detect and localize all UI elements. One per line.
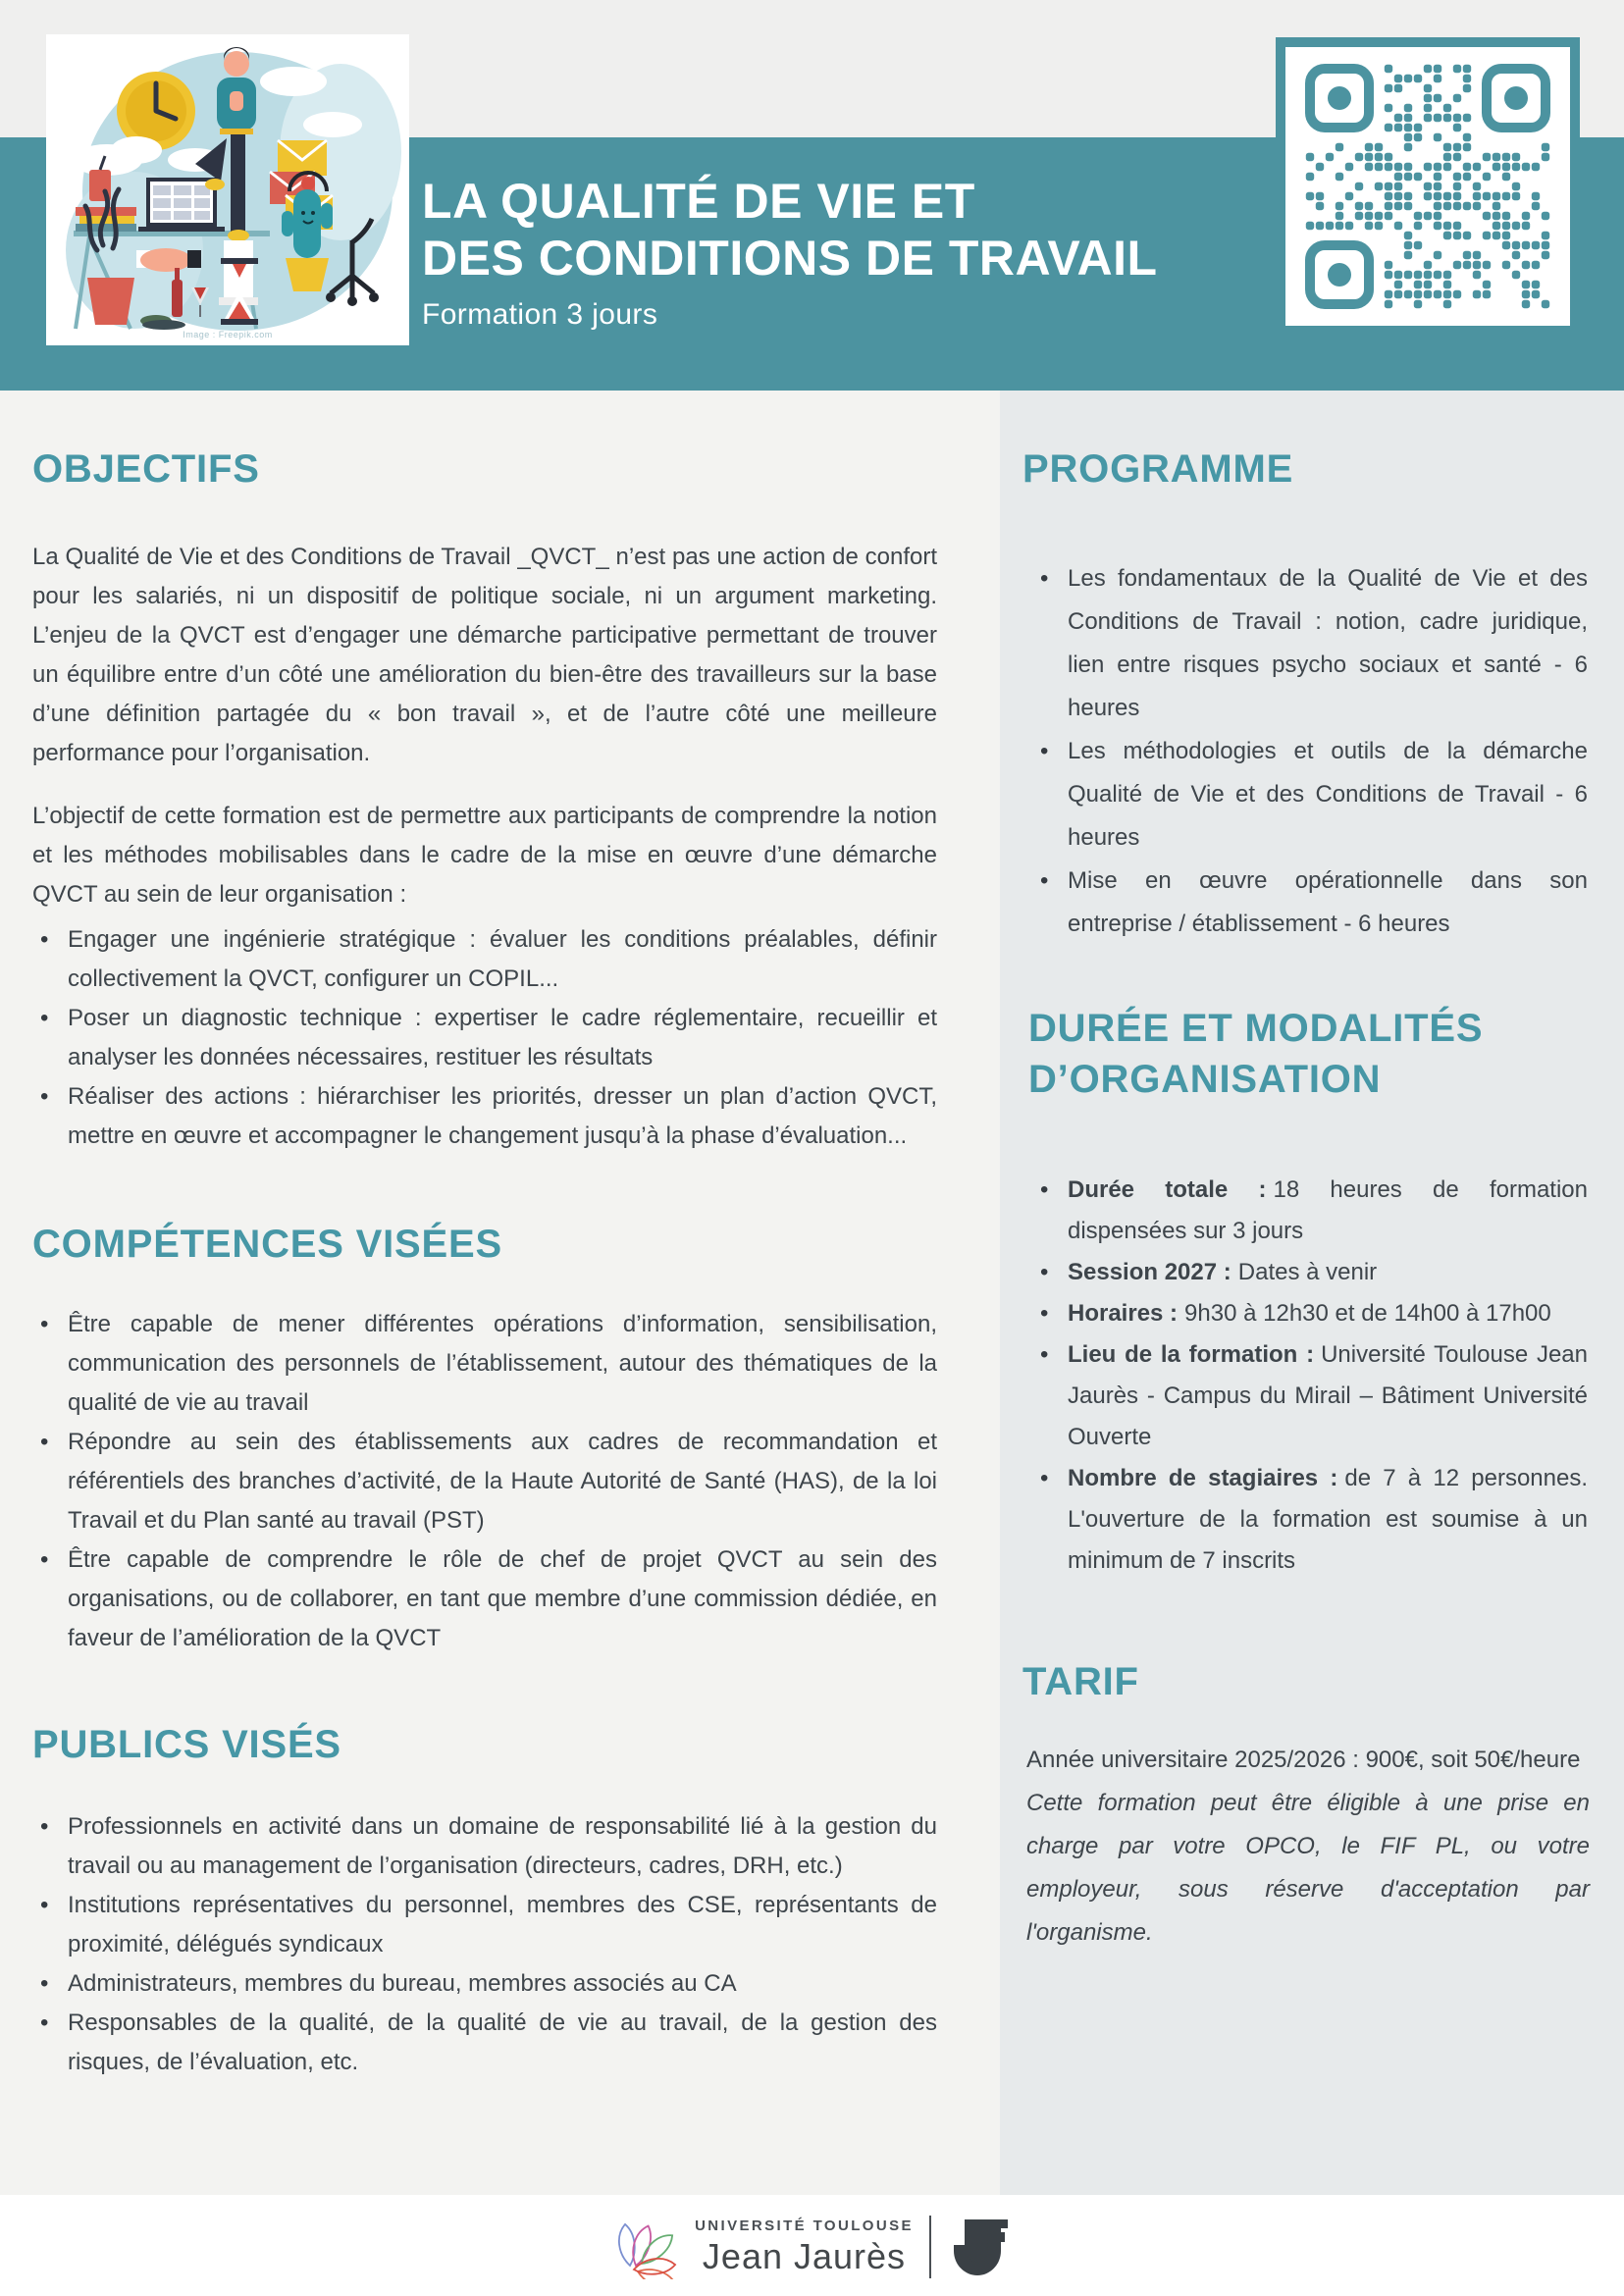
heading-objectifs: OBJECTIFS [32, 447, 260, 491]
item-text: 9h30 à 12h30 et de 14h00 à 17h00 [1184, 1300, 1551, 1327]
list-item: • Répondre au sein des établissements aux cadres de recommandation et référentiels des branches d’activité, de la Haute Autorité de Santé (HAS), de la loi Travail et du Plan santé au travail (PST) [32, 1423, 937, 1540]
banner-title-block [422, 173, 1158, 332]
heading-duree [1028, 1003, 1483, 1105]
page-title-line2: DES CONDITIONS DE TRAVAIL [422, 231, 1158, 286]
publics-bullet-list [32, 1807, 937, 2082]
item-text: Université Toulouse Jean Jaurès - Campus du Mirail – Bâtiment Université Ouverte [1068, 1341, 1589, 1450]
objectifs-paragraph-2: L’objectif de cette formation est de permettre aux participants de comprendre la notion et les méthodes mobilisables dans le cadre de la mise en œuvre d’une démarche QVCT au sein de leur organisation : [32, 803, 937, 908]
list-item [1032, 1170, 1588, 1252]
list-item [1032, 1458, 1588, 1582]
list-item [1032, 1293, 1588, 1334]
objectifs-bullet-list [32, 920, 937, 1156]
item-label: Session 2027 : [1068, 1259, 1231, 1285]
wellbeing-work-illustration [46, 34, 409, 339]
item-label: Durée totale : [1068, 1176, 1267, 1203]
programme-bullet-list [1032, 557, 1588, 946]
heading-publics: PUBLICS VISÉS [32, 1723, 341, 1766]
tarif-paragraph [1026, 1739, 1590, 1955]
list-item: • Institutions représentatives du personnel, membres des CSE, représentants de proximité, délégués syndicaux [32, 1886, 937, 1964]
university-name-line1: UNIVERSITÉ TOULOUSE [695, 2217, 914, 2234]
item-text: 18 heures de formation dispensées sur 3 jours [1068, 1176, 1588, 1244]
item-label: Horaires : [1068, 1300, 1179, 1327]
list-item: • Les fondamentaux de la Qualité de Vie et des Conditions de Travail : notion, cadre juridique, lien entre risques psycho sociaux et santé - 6 heures [1032, 557, 1588, 730]
list-item: • Réaliser des actions : hiérarchiser les priorités, dresser un plan d’action QVCT, mettre en œuvre et accompagner le changement jusqu’à la phase d’évaluation... [32, 1077, 937, 1156]
page-title-line1: LA QUALITÉ DE VIE ET [422, 174, 975, 229]
university-logo [0, 2206, 1624, 2288]
duree-bullet-list [1032, 1170, 1588, 1582]
hero-illustration-card [46, 34, 409, 345]
heading-tarif: TARIF [1022, 1660, 1139, 1703]
item-text: de 7 à 12 personnes. L'ouverture de la formation est soumise à un minimum de 7 inscrits [1068, 1465, 1588, 1574]
list-item: • Mise en œuvre opérationnelle dans son entreprise / établissement - 6 heures [1032, 860, 1588, 946]
item-text: Dates à venir [1237, 1259, 1378, 1285]
heading-programme: PROGRAMME [1022, 447, 1294, 491]
list-item: • Engager une ingénierie stratégique : évaluer les conditions préalables, définir collectivement la QVCT, configurer un COPIL... [32, 920, 937, 999]
list-item: • Être capable de mener différentes opérations d’information, sensibilisation, communication des personnels de l’établissement, autour des thématiques de la qualité de vie au travail [32, 1305, 937, 1423]
image-credit: Image : Freepik.com [183, 330, 273, 339]
item-label: Lieu de la formation : [1068, 1341, 1315, 1368]
qr-code-pattern [1305, 64, 1550, 309]
tarif-note: Cette formation peut être éligible à une prise en charge par votre OPCO, le FIF PL, ou votre employeur, sous réserve d'acceptation par l'organisme. [1026, 1790, 1590, 1946]
heading-duree-line1: DURÉE ET MODALITÉS [1028, 1007, 1484, 1050]
list-item: • Être capable de comprendre le rôle de chef de projet QVCT au sein des organisations, ou de collaborer, en tant que membre d’une commission dédiée, en faveur de l’amélioration de la QVCT [32, 1540, 937, 1658]
ut-monogram-icon [947, 2216, 1008, 2278]
qr-code [1276, 37, 1580, 336]
page-subtitle: Formation 3 jours [422, 298, 658, 331]
heading-duree-line2: D’ORGANISATION [1028, 1058, 1382, 1101]
list-item: • Les méthodologies et outils de la démarche Qualité de Vie et des Conditions de Travail - 6 heures [1032, 730, 1588, 860]
list-item: • Responsables de la qualité, de la qualité de vie au travail, de la gestion des risques, de l’évaluation, etc. [32, 2004, 937, 2082]
list-item: • Administrateurs, membres du bureau, membres associés au CA [32, 1964, 937, 2004]
competences-bullet-list [32, 1305, 937, 1658]
list-item [1032, 1334, 1588, 1458]
university-name [695, 2218, 914, 2277]
item-label: Nombre de stagiaires : [1068, 1465, 1338, 1491]
university-petals-icon [616, 2215, 679, 2279]
list-item [1032, 1252, 1588, 1293]
list-item: • Poser un diagnostic technique : expertiser le cadre réglementaire, recueillir et analyser les données nécessaires, restituer les résultats [32, 999, 937, 1077]
tarif-price: Année universitaire 2025/2026 : 900€, soit 50€/heure [1026, 1747, 1581, 1773]
objectifs-paragraph-1: La Qualité de Vie et des Conditions de Travail _QVCT_ n’est pas une action de confort pour les salariés, ni un dispositif de politique sociale, ni un argument marketing. L’enjeu de la QVCT est d’engager une démarche participative permettant de trouver un équilibre entre d’un côté une amélioration du bien-être des travailleurs sur la base d’une définition partagée du « bon travail », et de l’autre côté une meilleure performance pour l’organisation. [32, 544, 937, 766]
university-name-line2: Jean Jaurès [702, 2235, 907, 2276]
logo-divider [929, 2216, 931, 2278]
heading-competences: COMPÉTENCES VISÉES [32, 1223, 502, 1266]
dish [142, 320, 185, 330]
list-item: • Professionnels en activité dans un domaine de responsabilité lié à la gestion du travail ou au management de l’organisation (directeurs, cadres, DRH, etc.) [32, 1807, 937, 1886]
